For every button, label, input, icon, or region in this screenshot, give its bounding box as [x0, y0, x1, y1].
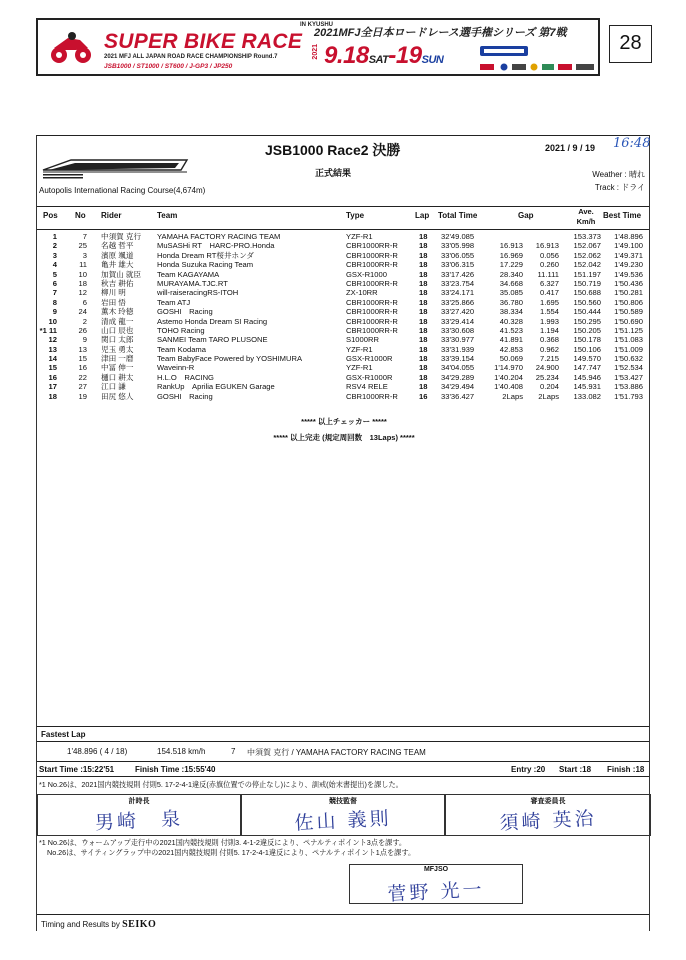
cell-pos: 10	[48, 316, 57, 326]
entry-count: Entry :20	[511, 765, 546, 774]
cell-no: 24	[78, 307, 87, 317]
banner-classes: JSB1000 / ST1000 / ST600 / J-GP3 / JP250	[104, 63, 233, 70]
cell-rider: 岩田 悟	[101, 297, 126, 307]
col-rider: Rider	[101, 211, 122, 220]
cell-lap: 18	[419, 288, 428, 298]
cell-gap2: 1.194	[539, 325, 559, 335]
cell-gap2: 1.554	[539, 307, 559, 317]
cell-rider: 柳川 明	[101, 288, 126, 298]
race-date: 2021 / 9 / 19	[545, 143, 596, 153]
cell-total: 33'29.414	[441, 316, 475, 326]
cell-total: 33'06.055	[441, 250, 475, 260]
cell-type: YZF-R1	[346, 344, 373, 354]
cell-total: 33'27.420	[441, 307, 475, 317]
notes-rule	[37, 776, 649, 777]
cell-team: Team KAGAYAMA	[157, 269, 220, 279]
cell-type: YZF-R1	[346, 232, 373, 241]
fastest-lap-rider: 中須賀 克行 / YAMAHA FACTORY RACING TEAM	[247, 748, 426, 757]
cell-best: 1'50.632	[614, 354, 643, 364]
cell-total: 34'04.055	[441, 363, 475, 373]
fastest-lap-rule	[37, 726, 649, 727]
cell-lap: 18	[419, 382, 428, 392]
table-row	[37, 382, 651, 391]
cell-pos: 5	[52, 269, 57, 279]
cell-gap1: 2Laps	[502, 391, 523, 401]
circuit-name: Autopolis International Racing Course(4,674m)	[39, 186, 206, 195]
cell-team: Team ATJ	[157, 297, 191, 307]
table-row	[37, 279, 651, 288]
cell-gap2: 24.900	[535, 363, 559, 373]
cell-type: S1000RR	[346, 335, 379, 345]
signature-role: 審査委員長	[530, 798, 566, 805]
cell-lap: 18	[419, 250, 428, 260]
table-row	[37, 373, 651, 382]
cell-type: CBR1000RR-R	[346, 250, 398, 260]
signature-mfjso	[349, 864, 523, 904]
weather: Weather : 晴れ	[592, 170, 645, 179]
results-sheet	[36, 135, 650, 931]
series-title: 2021MFJ全日本ロードレース選手権シリーズ 第7戦	[314, 27, 567, 39]
cell-ave: 150.178	[573, 335, 601, 345]
results-table	[37, 232, 651, 401]
cell-best: 1'50.436	[614, 278, 643, 288]
cell-gap1: 1'40.204	[494, 372, 523, 382]
cell-team: MuSASHi RT HARC-PRO.Honda	[157, 241, 275, 251]
penalty-note-line: *1 No.26は、ウォームアップ走行中の2021国内競技規則 付則3. 4-1-2違反により、ペナルティポイント3点を課す。	[39, 838, 407, 847]
cell-pos: 6	[52, 278, 57, 288]
cell-ave: 150.719	[573, 278, 601, 288]
cell-type: GSX-R1000	[346, 269, 387, 279]
motorcycle-logo-icon	[46, 28, 96, 68]
seiko-logo: SEIKO	[122, 919, 157, 930]
col-ave	[569, 207, 603, 227]
cell-gap1: 1'14.970	[494, 363, 523, 373]
table-row	[37, 288, 651, 297]
cell-gap2: 0.204	[539, 382, 559, 392]
cell-gap2: 1.993	[539, 316, 559, 326]
cell-gap2: 0.417	[539, 288, 559, 298]
cell-no: 6	[82, 297, 87, 307]
penalty-note: *1 No.26は、2021国内競技規則 付則5. 17-2-4-1違反(赤旗位置での停止なし)により、訓戒(始末書提出)を課した。	[39, 780, 403, 789]
cell-pos: 1	[52, 232, 57, 241]
col-best: Best Time	[603, 211, 642, 220]
cell-gap2: 16.913	[535, 241, 559, 251]
cell-ave: 150.205	[573, 325, 601, 335]
cell-gap1: 38.334	[499, 307, 523, 317]
cell-lap: 18	[419, 297, 428, 307]
cell-gap2: 6.327	[539, 278, 559, 288]
cell-rider: 中冨 伸一	[101, 363, 134, 373]
cell-pos: 3	[52, 250, 57, 260]
cell-rider: 中須賀 克行	[101, 232, 142, 241]
cell-rider: 名越 哲平	[101, 241, 134, 251]
cell-type: YZF-R1	[346, 363, 373, 373]
cell-type: RSV4 RELE	[346, 382, 388, 392]
banner-subtitle: 2021 MFJ ALL JAPAN ROAD RACE CHAMPIONSHIP Round.7	[104, 54, 278, 60]
cell-no: 16	[78, 363, 87, 373]
cell-best: 1'49.100	[614, 241, 643, 251]
penalty-note-line: No.26は、サイティングラップ中の2021国内競技規則 付則5. 17-2-4-1違反により、ペナルティポイント1点を課す。	[47, 847, 416, 857]
cell-ave: 150.560	[573, 297, 601, 307]
cell-total: 33'06.315	[441, 260, 475, 270]
cell-total: 33'31.939	[441, 344, 475, 354]
finish-time: Finish Time :15:55'40	[135, 765, 216, 774]
cell-team: Astemo Honda Dream SI Racing	[157, 316, 268, 326]
cell-ave: 145.946	[573, 372, 601, 382]
cell-team: Honda Suzuka Racing Team	[157, 260, 254, 270]
col-lap: Lap	[415, 211, 430, 220]
cell-lap: 18	[419, 335, 428, 345]
cell-no: 25	[78, 241, 87, 251]
table-row	[37, 392, 651, 401]
cell-no: 22	[78, 372, 87, 382]
cell-ave: 153.373	[573, 232, 601, 241]
cell-type: CBR1000RR-R	[346, 278, 398, 288]
cell-ave: 152.062	[573, 250, 601, 260]
cell-team: Honda Dream RT桜井ホンダ	[157, 250, 255, 260]
cell-team: will-raiseracingRS-ITOH	[157, 288, 239, 298]
cell-rider: 山口 辰也	[101, 325, 134, 335]
col-pos: Pos	[43, 211, 58, 220]
cell-gap2: 0.260	[539, 260, 559, 270]
cell-rider: 樋口 耕太	[101, 372, 134, 382]
fastest-lap-label: Fastest Lap	[41, 730, 86, 739]
signature-race-director	[241, 794, 445, 836]
cell-pos: 9	[52, 307, 57, 317]
cell-ave: 133.082	[573, 391, 601, 401]
cell-gap1: 41.523	[499, 325, 523, 335]
cell-no: 10	[78, 269, 87, 279]
cell-ave: 149.570	[573, 354, 601, 364]
cell-ave: 151.197	[573, 269, 601, 279]
handwritten-time: 16:48	[613, 136, 651, 151]
cell-best: 1'50.690	[614, 316, 643, 326]
cell-team: RankUp Aprilia EGUKEN Garage	[157, 382, 275, 392]
cell-best: 1'48.896	[614, 232, 643, 241]
cell-lap: 18	[419, 278, 428, 288]
signature-handwriting: 男崎 泉	[94, 807, 184, 835]
cell-no: 11	[79, 260, 87, 270]
penalty-notes	[39, 838, 415, 857]
cell-team: MURAYAMA.TJC.RT	[157, 278, 228, 288]
cell-rider: 濱原 颯道	[101, 250, 134, 260]
timing-label: Timing and Results by	[41, 920, 120, 929]
track-condition: Track : ドライ	[594, 183, 645, 192]
start-count: Start :18	[559, 765, 592, 774]
finished-line: ***** 以上完走 (規定周回数 13Laps) *****	[273, 433, 415, 442]
cell-best: 1'50.806	[614, 297, 643, 307]
signature-handwriting: 須崎 英治	[499, 807, 598, 835]
signature-handwriting: 佐山 義則	[294, 807, 393, 835]
signature-role: 計時長	[128, 798, 150, 805]
cell-rider: 秋吉 耕佑	[101, 278, 134, 288]
cell-gap1: 16.969	[499, 250, 523, 260]
cell-total: 33'36.427	[441, 391, 475, 401]
cell-best: 1'51.125	[614, 325, 643, 335]
cell-pos: 7	[52, 288, 57, 298]
cell-lap: 18	[419, 354, 428, 364]
col-no: No	[75, 211, 86, 220]
cell-pos: 17	[48, 382, 57, 392]
cell-team: Waveinn-R	[157, 363, 195, 373]
fastest-lap-speed: 154.518 km/h	[157, 747, 206, 756]
cell-lap: 18	[419, 316, 428, 326]
in-kyushu-label: IN KYUSHU	[300, 22, 334, 28]
cell-gap1: 35.085	[499, 288, 523, 298]
cell-rider: 関口 太郎	[101, 335, 134, 345]
official-results-label: 正式結果	[315, 168, 352, 178]
col-gap: Gap	[518, 211, 534, 220]
cell-pos: 16	[48, 372, 57, 382]
cell-ave: 150.106	[573, 344, 601, 354]
cell-best: 1'52.534	[614, 363, 643, 373]
cell-rider: 亀井 雄大	[101, 260, 134, 270]
cell-team: TOHO Racing	[157, 325, 205, 335]
cell-lap: 18	[419, 325, 428, 335]
fastest-lap-time: 1'48.896 ( 4 / 18)	[67, 747, 128, 756]
cell-pos: 8	[52, 297, 57, 307]
col-total: Total Time	[438, 211, 478, 220]
cell-ave: 150.444	[573, 307, 601, 317]
autopolis-logo-icon	[41, 158, 189, 180]
cell-no: 26	[78, 325, 87, 335]
cell-no: 15	[78, 354, 87, 364]
cell-gap2: 1.695	[539, 297, 559, 307]
cell-no: 18	[78, 278, 87, 288]
table-row	[37, 241, 651, 250]
event-date	[324, 42, 443, 70]
cell-pos: 15	[48, 363, 57, 373]
cell-best: 1'51.083	[614, 335, 643, 345]
checker-line: ***** 以上チェッカー *****	[301, 417, 387, 426]
signature-handwriting: 菅野 光一	[387, 878, 486, 906]
cell-best: 1'51.009	[614, 344, 643, 354]
cell-type: CBR1000RR-R	[346, 391, 398, 401]
cell-team: SANMEI Team TARO PLUSONE	[157, 335, 268, 345]
cell-rider: 児玉 勇太	[101, 344, 134, 354]
table-row	[37, 335, 651, 344]
cell-ave: 152.042	[573, 260, 601, 270]
cell-rider: 田尻 悠人	[101, 391, 134, 401]
cell-rider: 加賀山 就臣	[101, 269, 142, 279]
cell-lap: 18	[419, 260, 428, 270]
cell-ave: 147.747	[573, 363, 601, 373]
table-row	[37, 345, 651, 354]
cell-pos: 14	[48, 354, 57, 364]
timing-credit	[41, 919, 156, 930]
cell-gap1: 42.853	[499, 344, 523, 354]
cell-total: 33'17.426	[441, 269, 475, 279]
event-banner	[36, 18, 600, 76]
cell-team: H.L.O RACING	[157, 372, 214, 382]
cell-team: Team Kodama	[157, 344, 206, 354]
times-rule	[37, 761, 649, 762]
cell-gap1: 28.340	[499, 269, 523, 279]
cell-gap2: 11.111	[537, 269, 559, 279]
cell-gap2: 7.215	[539, 354, 559, 364]
cell-lap: 18	[419, 344, 428, 354]
cell-lap: 18	[419, 363, 428, 373]
cell-gap1: 17.229	[499, 260, 523, 270]
fastest-lap-underline	[37, 741, 649, 742]
cell-team: GOSHI Racing	[157, 307, 213, 317]
cell-gap1: 50.069	[499, 354, 523, 364]
cell-rider: 清成 龍一	[101, 316, 134, 326]
cell-gap1: 41.891	[499, 335, 523, 345]
cell-gap2: 0.056	[539, 250, 559, 260]
autopolis-small-logo-icon	[480, 44, 528, 58]
footer-rule	[37, 914, 649, 915]
cell-best: 1'51.793	[614, 391, 643, 401]
cell-lap: 16	[419, 391, 428, 401]
table-row	[37, 260, 651, 269]
table-row	[37, 307, 651, 316]
table-row	[37, 298, 651, 307]
cell-lap: 18	[419, 232, 428, 241]
race-title: JSB1000 Race2 決勝	[265, 142, 401, 158]
cell-type: CBR1000RR-R	[346, 297, 398, 307]
signature-role: MFJSO	[423, 866, 449, 873]
cell-type: GSX-R1000R	[346, 372, 393, 382]
cell-best: 1'53.886	[614, 382, 643, 392]
cell-type: ZX-10RR	[346, 288, 378, 298]
col-ave-label: Ave.	[578, 207, 594, 216]
col-ave-unit: Km/h	[576, 217, 596, 226]
page-number: 28	[609, 25, 652, 63]
table-row	[37, 270, 651, 279]
finish-count: Finish :18	[607, 765, 645, 774]
day2-label: SUN	[421, 54, 444, 66]
cell-gap2: 25.234	[535, 372, 559, 382]
cell-gap1: 16.913	[499, 241, 523, 251]
cell-type: CBR1000RR-R	[346, 316, 398, 326]
cell-total: 33'30.608	[441, 325, 475, 335]
cell-no: 12	[78, 288, 87, 298]
fastest-lap-no: 7	[231, 747, 236, 756]
cell-best: 1'50.589	[614, 307, 643, 317]
table-row	[37, 363, 651, 372]
cell-type: GSX-R1000R	[346, 354, 393, 364]
table-row	[37, 326, 651, 335]
cell-ave: 150.295	[573, 316, 601, 326]
cell-lap: 18	[419, 372, 428, 382]
cell-pos: 13	[48, 344, 57, 354]
cell-rider: 薫木 玲徳	[101, 307, 134, 317]
cell-total: 33'24.171	[441, 288, 475, 298]
cell-total: 32'49.085	[441, 232, 475, 241]
cell-ave: 145.931	[573, 382, 601, 392]
cell-best: 1'49.371	[614, 250, 643, 260]
cell-type: CBR1000RR-R	[346, 307, 398, 317]
cell-no: 2	[82, 316, 87, 326]
cell-gap2: 0.368	[539, 335, 559, 345]
cell-ave: 152.067	[573, 241, 601, 251]
cell-no: 7	[82, 232, 87, 241]
cell-lap: 18	[419, 241, 428, 251]
cell-gap2: 0.962	[539, 344, 559, 354]
cell-lap: 18	[419, 307, 428, 317]
date-day1: 9.18	[324, 42, 369, 69]
cell-rider: 津田 一磨	[101, 354, 134, 364]
header-rule	[37, 206, 649, 207]
cell-pos: 2	[52, 241, 57, 251]
cell-gap2: 2Laps	[538, 391, 559, 401]
cell-team: Team BabyFace Powered by YOSHIMURA	[157, 354, 303, 364]
table-row	[37, 317, 651, 326]
signature-chief-steward	[445, 794, 651, 836]
header-underline	[37, 229, 649, 230]
sponsor-logos-icon	[480, 62, 598, 72]
cell-gap1: 40.328	[499, 316, 523, 326]
cell-total: 34'29.289	[441, 372, 475, 382]
signature-timekeeper	[37, 794, 241, 836]
cell-total: 34'29.494	[441, 382, 475, 392]
cell-best: 1'49.230	[614, 260, 643, 270]
table-row	[37, 232, 651, 241]
date-dash: -	[388, 42, 396, 69]
cell-total: 33'30.977	[441, 335, 475, 345]
cell-total: 33'39.154	[441, 354, 475, 364]
start-time: Start Time :15:22'51	[39, 765, 115, 774]
cell-type: CBR1000RR-R	[346, 325, 398, 335]
cell-type: CBR1000RR-R	[346, 260, 398, 270]
event-year: 2021	[312, 44, 319, 60]
day1-label: SAT	[368, 54, 389, 66]
cell-gap1: 1'40.408	[494, 382, 523, 392]
cell-gap1: 34.668	[499, 278, 523, 288]
cell-best: 1'50.281	[614, 288, 643, 298]
table-row	[37, 251, 651, 260]
cell-no: 13	[78, 344, 87, 354]
cell-gap1: 36.780	[499, 297, 523, 307]
cell-team: GOSHI Racing	[157, 391, 213, 401]
cell-no: 27	[78, 382, 87, 392]
cell-no: 9	[82, 335, 87, 345]
cell-total: 33'23.754	[441, 278, 475, 288]
cell-best: 1'53.427	[614, 372, 643, 382]
cell-pos: 4	[52, 260, 57, 270]
signature-role: 競技監督	[329, 798, 357, 805]
cell-pos: *1 11	[39, 325, 57, 335]
cell-total: 33'05.998	[441, 241, 475, 251]
cell-total: 33'25.866	[441, 297, 475, 307]
cell-pos: 12	[48, 335, 57, 345]
col-type: Type	[346, 211, 365, 220]
cell-lap: 18	[419, 269, 428, 279]
cell-team: YAMAHA FACTORY RACING TEAM	[157, 232, 281, 241]
cell-rider: 江口 謙	[101, 382, 126, 392]
cell-type: CBR1000RR-R	[346, 241, 398, 251]
date-day2: 19	[395, 42, 422, 69]
cell-ave: 150.688	[573, 288, 601, 298]
cell-best: 1'49.536	[614, 269, 643, 279]
col-team: Team	[157, 211, 178, 220]
banner-title: SUPER BIKE RACE	[104, 30, 303, 53]
cell-no: 19	[78, 391, 87, 401]
cell-no: 3	[82, 250, 87, 260]
cell-pos: 18	[48, 391, 57, 401]
